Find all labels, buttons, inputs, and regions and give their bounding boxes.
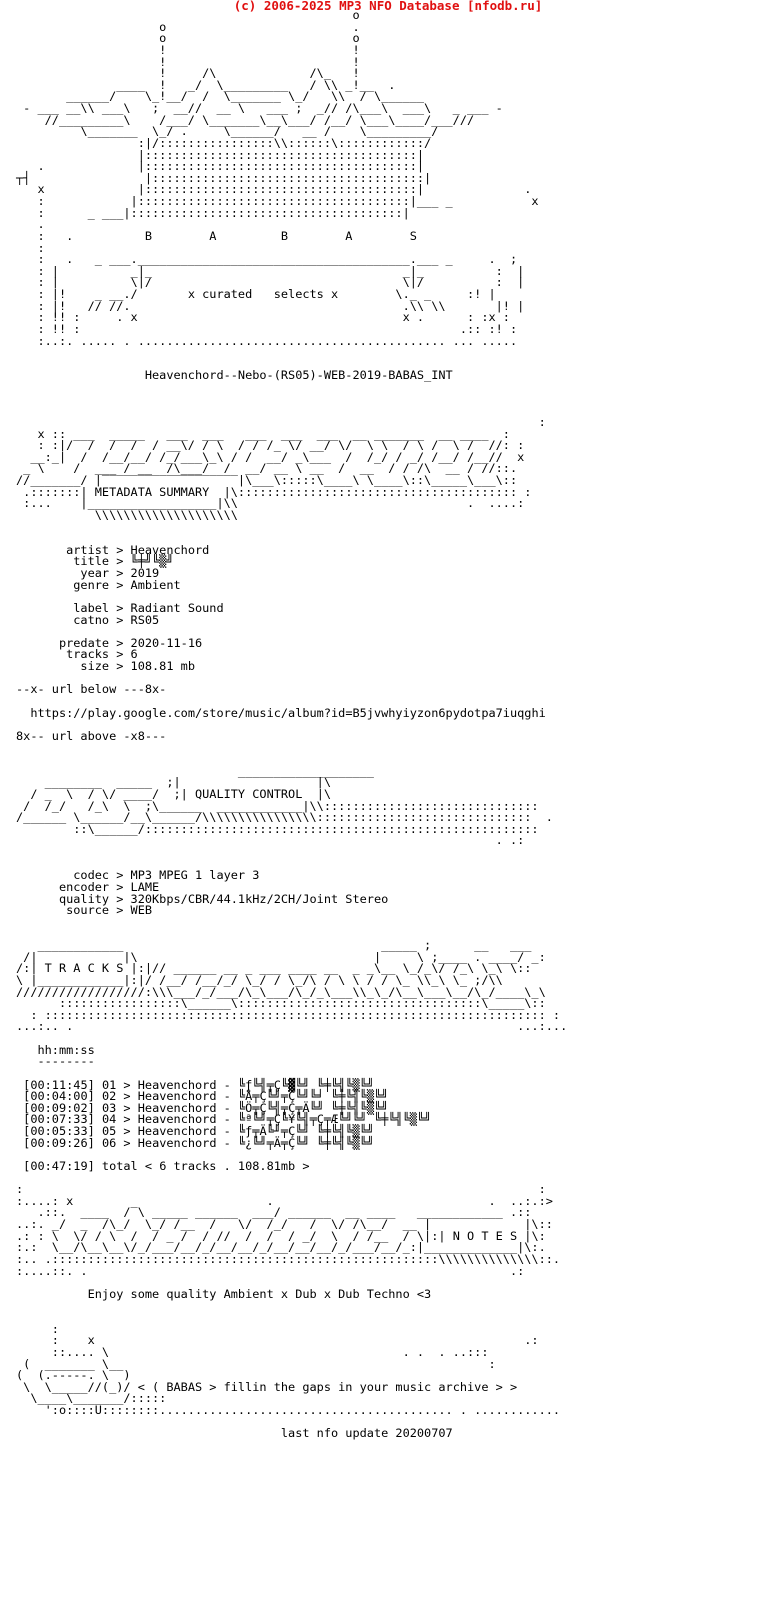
- footer-art: : : x .: ::.... \ . . . ..::: ( _______ \__ : ( (.-----. \ ) \ \_____//(_)/: [16, 1321, 539, 1394]
- track-artist: Heavenchord: [137, 1112, 217, 1127]
- store-url[interactable]: [16, 706, 546, 720]
- track-row: [00:07:33] 04 > Heavenchord - ╚ª╚╝╤Ç╚¥╚╣╤Ç╤Æ╚╝╚╝ ╚╪╚╣╚▒╚╝: [23, 1112, 432, 1127]
- last-update: [16, 1426, 453, 1440]
- meta-label-value: Radiant Sound: [130, 600, 224, 615]
- q-codec: codec > MP3 MPEG 1 layer 3: [16, 868, 260, 883]
- track-number: 04: [101, 1112, 117, 1127]
- meta-label: label > Radiant Sound: [16, 600, 224, 615]
- logo-letters: B A B A S: [144, 228, 417, 243]
- track-number: 01: [101, 1077, 117, 1092]
- logo-frame: : : . _ ___.______________________________________.___ _ . ; : | _|_ _|_ : | : | \|/ \|/ : | : |! _ __./: [37, 240, 525, 301]
- track-time: [00:09:26]: [23, 1135, 95, 1150]
- notes: [16, 1287, 431, 1301]
- url-above-marker: 8x-- url above -x8---: [16, 728, 167, 743]
- meta-catno: catno > RS05: [16, 612, 160, 627]
- footer-art-2: \____\_______/::::: ':o::::U::::::::......................................... . ............: [30, 1391, 561, 1417]
- q-encoder-value: LAME: [130, 879, 160, 894]
- last-update-text: last nfo update 20200707: [280, 1426, 453, 1441]
- tracks-header-art: ____________ _____ ; __ ___ /| |\ | \ ;____ . ____/ _: /:|: [16, 938, 546, 976]
- nfo-text: [16, 10, 567, 1440]
- tracks-columns: hh:mm:ss --------: [37, 1042, 95, 1069]
- meta-tracks-value: 6: [130, 647, 138, 662]
- meta-size: size > 108.81 mb: [16, 659, 195, 673]
- track-time: [00:09:02]: [23, 1100, 95, 1115]
- track-row: [00:11:45] 01 > Heavenchord - ╚ƒ╚╣╤Ç╚▓╚╝ ╚╪╚╣╚▒╚╝: [23, 1077, 375, 1092]
- track-time: [00:05:33]: [23, 1124, 95, 1138]
- track-row: [00:05:33] 05 > Heavenchord - ╚ƒ╤Ä╚╜╤Ç╚╝ ╚╪╚╣╚▒╚╝: [23, 1124, 375, 1138]
- track-time: [00:04:00]: [23, 1089, 95, 1104]
- meta-catno-value: RS05: [130, 612, 160, 627]
- q-source-value: WEB: [130, 903, 153, 918]
- meta-genre-value: Ambient: [130, 577, 181, 592]
- track-row: [00:09:02] 03 > Heavenchord - ╚Ö╤Ç╚╣╤Ç╤Ä╚╝ ╚╪╚╣╚▒╚╝: [23, 1100, 389, 1115]
- meta-genre: genre > Ambient: [16, 577, 181, 592]
- meta-artist-value: Heavenchord: [130, 542, 210, 557]
- meta-predate: predate > 2020-11-16: [16, 635, 203, 650]
- track-artist: Heavenchord: [137, 1135, 217, 1150]
- q-codec-value: MP3 MPEG 1 layer 3: [130, 868, 260, 883]
- meta-year: year > 2019: [16, 566, 160, 580]
- meta-size-value: 108.81 mb: [130, 659, 195, 673]
- track-title: ╚ƒ╚╣╤Ç╚▓╚╝ ╚╪╚╣╚▒╚╝: [237, 1077, 375, 1092]
- logo-tagline: x curated selects x: [187, 287, 339, 301]
- meta-title-value: ╚╪╝╚▒╝: [130, 554, 174, 569]
- tracks-columns-text: hh:mm:ss: [37, 1042, 95, 1057]
- track-row: [00:09:26] 06 > Heavenchord - ╚¿╚╝╤Ä╤Ç╚╝ ╚╪╚╣╚▒╚╝: [23, 1135, 375, 1150]
- logo-art: o o . o o ! ! ! ! ! /\ /\_ ! ____ ! _/ \_________ / \\ _!__ . ______/ \_!__/ / \_______ \_/ \\ / \______ - ___ __\\ ___\ ; __// __ \ ___ ; _// /\___\ ___\ _ ___ - //_________\ /___/ \_______\__\___/ /__/ \___\____/___/// \_______ \_/ . \______/ __ / \_________/ :|/::::::::::::::::\\::::::\::::::::::::/ |::::::::::::::::::::::::::::::::::::::| . |::::::::::::::::::::::::::::::::::::::| ┬┤ |::::::::::::::::::::::::::::::::::::::| x |::::::::::::::::::::::::::::::::::::::| . : |::::::::::::::::::::::::::::::::::::::|___ _ x : _ ___|::::::::::::::::::::::::::::::::::::::| . : .: [16, 8, 539, 243]
- track-time: [00:11:45]: [23, 1077, 95, 1092]
- track-title: ╚Ö╤Ç╚╣╤Ç╤Ä╚╝ ╚╪╚╣╚▒╚╝: [237, 1100, 389, 1115]
- logo-frame-bottom: \._ _ :! | : |! // //. .\\ \\ |! | : !! : . x x . : :x : : !! : .:: :! : :..:. ..... . ........................................... ... .....: [37, 287, 525, 348]
- url-below-marker: --x- url below ---8x-: [16, 682, 167, 697]
- meta-tracks: tracks > 6: [16, 647, 138, 662]
- track-title: ╚¿╚╝╤Ä╤Ç╚╝ ╚╪╚╣╚▒╚╝: [237, 1135, 375, 1150]
- track-number: 05: [101, 1124, 117, 1138]
- track-artist: Heavenchord: [137, 1077, 217, 1092]
- track-time: [00:07:33]: [23, 1112, 95, 1127]
- notes-text: Enjoy some quality Ambient x Dub x Dub Techno <3: [87, 1286, 432, 1301]
- track-artist: Heavenchord: [137, 1100, 217, 1115]
- release-name-text: Heavenchord--Nebo-(RS05)-WEB-2019-BABAS_INT: [144, 368, 453, 383]
- track-artist: Heavenchord: [137, 1124, 217, 1138]
- metadata-header-art-2: |\::::::::::::::::::::::::::::::::::::::: : :... |__________________|\\ . ....: \\\\\\\\\\\\\\\\\\\\: [23, 484, 532, 522]
- notes-header-art-2: |\: :.: \__/\__\__\/_/___/__/_/__/__/_/__/__/__/_/___/__/_:|_____________|\:. :.. .::::::::::::::::::::::::::::::::::::::::::::::::::::::\\\\\\\\\\\\\\::. :....::. . .:: [16, 1228, 561, 1278]
- metadata-title: METADATA SUMMARY: [94, 484, 210, 499]
- quality-title: QUALITY CONTROL: [194, 786, 303, 801]
- track-title: ╚ª╚╝╤Ç╚¥╚╣╤Ç╤Æ╚╝╚╝ ╚╪╚╣╚▒╚╝: [237, 1112, 432, 1127]
- track-title: ╚ƒ╤Ä╚╜╤Ç╚╝ ╚╪╚╣╚▒╚╝: [237, 1124, 375, 1138]
- tracks-header-art-2: |:|// ______ __ _ ___ ____ __ _ _\__ \_/_\/ /_\ \_\ \:: \ |____________|:|/ /__/ /__/_/ \_/ / \_/\ / \ \ / / \_ \\_\ \_ ;/\\ //////////////////:\\\___/_/___/\_\___/\_/_\___\\_\_/\__\___\__/\_/____\_\ :::::::::::::::::\______\::::::::::::::::::::::::::::::::::\_____\:: : :::::::::::::::::::::::::::::::::::::::::::::::::::::::::::::::::::::: : ...:.. . ...:...: [16, 961, 568, 1034]
- track-number: 03: [101, 1100, 117, 1115]
- nfodb-link[interactable]: (c) 2006-2025 MP3 NFO Database [nfodb.ru]: [233, 0, 543, 13]
- track-artist: Heavenchord: [137, 1089, 217, 1104]
- tracks-title: T R A C K S: [44, 961, 124, 976]
- meta-predate-value: 2020-11-16: [130, 635, 203, 650]
- tracks-total: [16, 1159, 310, 1173]
- metadata-header-art: : x :: ___ _____ ___ ___ ___ ___ ___ __ _______ __ ____ : : :|/ / / / / __\/ / \ / / /_ \/ __/ \/ \ \ / \ / \ / //: : __:_| / /__/__/ /_/___\_\ / / __/ _\___ / /_/ / _/ /__/ /__// x _ \ / ___ / __ /\___/ / __/ __ \ __ / __ / / /\ __ / //::. //_______/ |‾‾‾‾‾‾‾‾‾‾‾‾‾‾‾‾‾‾‾|\___\:::::\____\ \____\::\_____\___\:: .:::::::|: [16, 414, 546, 499]
- footer-slogan: < ( BABAS > fillin the gaps in your music archive > >: [137, 1379, 518, 1394]
- q-encoder: encoder > LAME: [16, 879, 160, 894]
- q-quality-value: 320Kbps/CBR/44.1kHz/2CH/Joint Stereo: [130, 891, 389, 906]
- meta-artist: artist > Heavenchord: [16, 542, 210, 557]
- meta-year-value: 2019: [130, 566, 160, 580]
- quality-header-art-2: |\ / /_/ /_\ \ ;\______ ____________|\\:::::::::::::::::::::::::::::: /______ \______/__\______/\\\\\\\\\\\\\\\\:::::::::::::::::::::::::::::: . ::\______/::::::::::::::::::::::::::::::::::::::::::::::::::::::: . .:: [16, 786, 553, 848]
- tracks-total-text: [00:47:19] total < 6 tracks . 108.81mb >: [23, 1158, 310, 1173]
- release-name: [16, 368, 145, 382]
- q-quality: quality > 320Kbps/CBR/44.1kHz/2CH/Joint Stereo: [16, 891, 389, 906]
- notes-title: N O T E S: [452, 1228, 518, 1243]
- track-row: [00:04:00] 02 > Heavenchord - ╚Å╤Ç╚╝╤Ç╚╝╚╛ ╚╪╚╣╚▒╚╝: [23, 1089, 389, 1104]
- track-number: 02: [101, 1089, 117, 1104]
- q-source: source > WEB: [16, 903, 153, 918]
- track-title: ╚Å╤Ç╚╝╤Ç╚╝╚╛ ╚╪╚╣╚▒╚╝: [237, 1089, 389, 1104]
- track-number: 06: [101, 1135, 117, 1150]
- store-url-text[interactable]: https://play.google.com/store/music/album?id=B5jvwhyiyzon6pydotpa7iuqghi: [30, 705, 546, 720]
- notes-header-art: : : :....: x _ . . ..:.:> .::. ____ / \ _____ ______ ___/ ______ __ ____ ____________ .:: ..:. _/ _ /\_/ \_/ /__ / \/ /_/ / \/ /\__/ __ | |\:: .: : \ \/ / \ / / _ / / // / / / _/ \ / /__ / \|:|: [16, 1182, 553, 1243]
- meta-title: title > ╚╪╝╚▒╝: [16, 554, 174, 569]
- quality-header-art: ___________________ ________ _____ ;| |\ / _ \ / \/ ____/ ;|: [30, 763, 374, 801]
